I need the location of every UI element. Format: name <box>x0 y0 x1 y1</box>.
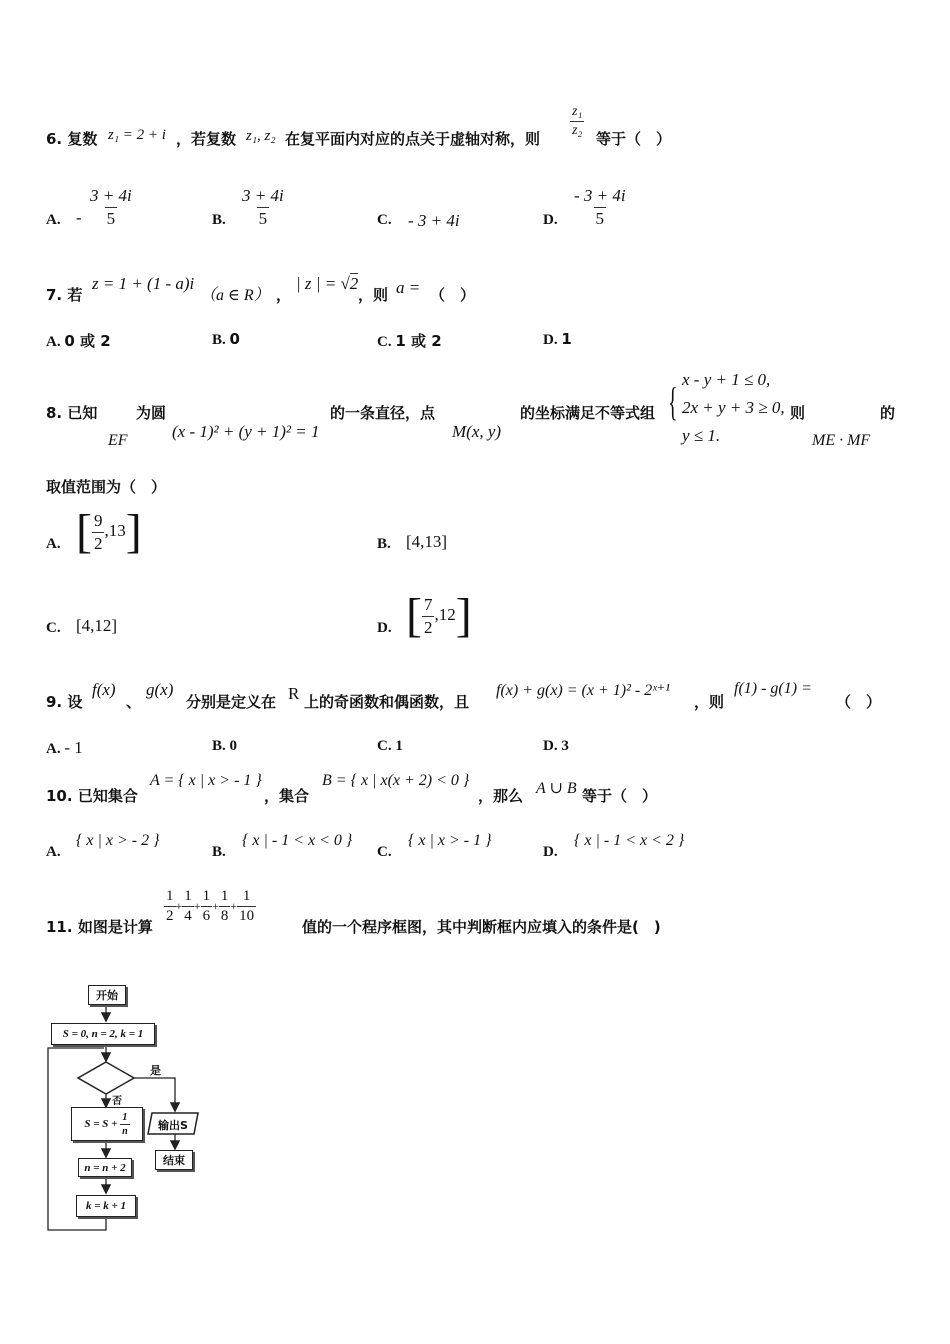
q7-text-2: ，则 <box>358 286 389 304</box>
q7-condition: （a ∈ R） <box>200 287 270 304</box>
flowchart-init: S = 0, n = 2, k = 1 <box>51 1023 155 1045</box>
q10-option-d-label: D. <box>543 844 558 860</box>
q8-dot-product: ME · MF <box>812 432 871 449</box>
q8-option-b-value: [4,13] <box>406 532 448 551</box>
flowchart-update-s: S = S + $\frac{1}{n}$ <box>71 1107 143 1141</box>
q8-system-brace: { <box>668 379 678 424</box>
q10-option-a-value: { x | x > - 2 } <box>76 832 160 849</box>
q10-number: 10. <box>46 787 73 805</box>
q10-set-b: B = { x | x(x + 2) < 0 } <box>322 772 470 789</box>
decision-diamond <box>78 1062 134 1094</box>
q6-ratio-den: z₂ <box>572 123 583 138</box>
q10-text-3: ，那么 <box>478 787 524 805</box>
q7-option-b: B. 0 <box>212 330 240 348</box>
q7-sep: ， <box>276 286 292 304</box>
q10-option-b-label: B. <box>212 844 226 860</box>
q8-option-a-value: [ $\frac{9}{2}$ ,13] <box>76 505 142 558</box>
q7-a-eq: a = <box>396 278 421 297</box>
q9-option-d: D. 3 <box>543 738 569 754</box>
q8-option-b-label: B. <box>377 536 391 552</box>
q8-option-d-label: D. <box>377 620 392 636</box>
q7-option-d: D. 1 <box>543 330 572 348</box>
q10-text-2: ，集合 <box>264 787 310 805</box>
q10-option-d-value: { x | - 1 < x < 2 } <box>574 832 685 849</box>
q10-option-c-label: C. <box>377 844 392 860</box>
q6-option-c-value: - 3 + 4i <box>408 211 460 230</box>
q8-text-4: 的坐标满足不等式组 <box>520 404 656 422</box>
q11-text-1: 如图是计算 <box>77 918 153 936</box>
q6-option-a-sign: - <box>76 208 82 227</box>
q8-text-5: 则 <box>790 404 806 422</box>
q9-option-c: C. 1 <box>377 738 403 754</box>
q6-option-d-value: $\frac{- 3 + 4i}{5}$ <box>574 186 626 228</box>
q6-z1z2: z₁, z₂ <box>246 128 276 144</box>
q9-fx: f(x) <box>92 680 116 699</box>
q6-text-1: 复数 <box>67 130 98 148</box>
q6-ratio <box>570 104 584 139</box>
q10-text-1: 已知集合 <box>77 787 138 805</box>
q9-option-a: A. - 1 <box>46 738 83 757</box>
q8-system <box>682 366 785 450</box>
q6-text-3: 在复平面内对应的点关于虚轴对称，则 <box>285 130 541 148</box>
q6-option-c-label: C. <box>377 212 392 228</box>
q8-system-line-3: y ≤ 1. <box>682 426 721 445</box>
q10-set-a: A = { x | x > - 1 } <box>150 772 262 789</box>
q10-union: A ∪ B <box>536 780 577 797</box>
q8-option-a-label: A. <box>46 536 61 552</box>
q8-text-2: 为圆 <box>136 404 167 422</box>
flowchart-start: 开始 <box>88 985 126 1005</box>
q9-text-2: 、 <box>126 693 142 711</box>
q9-text-4: 上的奇函数和偶函数，且 <box>304 693 470 711</box>
q7-text-3: （ ） <box>430 286 476 304</box>
q9-text-5: ，则 <box>694 693 725 711</box>
q8-option-d-value: [ $\frac{7}{2}$ ,12] <box>406 589 472 642</box>
q6-text-2: ，若复数 <box>176 130 237 148</box>
q6-option-b-label: B. <box>212 212 226 228</box>
q11-term-3: $\frac{1}{6}$ <box>202 888 211 924</box>
q10-option-b-value: { x | - 1 < x < 0 } <box>242 832 353 849</box>
q9-number: 9. <box>46 693 63 711</box>
flowchart-yes-label: 是 <box>150 1064 161 1077</box>
q8-text-1: 已知 <box>67 404 98 422</box>
q9-text-1: 设 <box>67 693 83 711</box>
q11-number: 11. <box>46 918 73 936</box>
flowchart-update-n: n = n + 2 <box>78 1158 132 1177</box>
q7-sqrt-val: 2 <box>349 274 359 293</box>
q11-term-4: $\frac{1}{8}$ <box>220 888 229 924</box>
q8-point: M(x, y) <box>452 422 502 441</box>
q6-ratio-num: z₁ <box>572 104 583 119</box>
q8-system-line-1: x - y + 1 ≤ 0, <box>682 370 771 389</box>
q11-sum: $\frac{1}{2}$ + $\frac{1}{4}$ + $\frac{1}{6}$ + $\frac{1}{8}$ + $\frac{1}{10}$ <box>166 888 255 924</box>
q9-text-6: （ ） <box>836 693 882 711</box>
q7-text-1: 若 <box>67 286 83 304</box>
q8-option-c-value: [4,12] <box>76 616 118 635</box>
q9-option-b: B. 0 <box>212 738 238 754</box>
q6-number: 6. <box>46 130 63 148</box>
q8-text-3: 的一条直径，点 <box>330 404 436 422</box>
q8-text-6: 的 <box>880 404 896 422</box>
q10-option-a-label: A. <box>46 844 61 860</box>
q10-text-4: 等于（ ） <box>582 787 658 805</box>
q6-option-b-value: $\frac{3 + 4i}{5}$ <box>242 186 284 228</box>
flowchart-no-label: 否 <box>112 1096 122 1107</box>
arrow-yes <box>134 1078 175 1110</box>
q7-option-a: A. 0 或 2 <box>46 332 111 350</box>
q6-z1-expr: z₁ = 2 + i <box>108 127 166 143</box>
q10-option-c-value: { x | x > - 1 } <box>408 832 492 849</box>
flowchart-update-k: k = k + 1 <box>76 1195 136 1217</box>
q8-line-2: 取值范围为（ ） <box>46 478 167 496</box>
q9-R: R <box>288 684 300 703</box>
q11-term-1: $\frac{1}{2}$ <box>166 888 174 924</box>
q9-gx: g(x) <box>146 680 174 699</box>
flowchart-end: 结束 <box>155 1150 193 1170</box>
q7-abs: | z | = √2 <box>296 274 359 293</box>
q8-system-line-2: 2x + y + 3 ≥ 0, <box>682 398 785 417</box>
q7-abs-lhs: | z | = <box>296 274 341 293</box>
q8-option-c-label: C. <box>46 620 61 636</box>
q7-number: 7. <box>46 286 63 304</box>
q11-text-2: 值的一个程序框图，其中判断框内应填入的条件是( ) <box>302 918 661 936</box>
q8-number: 8. <box>46 404 63 422</box>
flowchart-lines <box>0 0 260 1260</box>
q6-option-a-value: $\frac{3 + 4i}{5}$ <box>90 186 132 228</box>
flowchart-output: 输出S <box>158 1119 188 1132</box>
q11-term-2: $\frac{1}{4}$ <box>184 888 192 924</box>
q11-term-5: $\frac{1}{10}$ <box>239 888 255 924</box>
q9-ask: f(1) - g(1) = <box>734 680 812 697</box>
q8-circle: (x - 1)² + (y + 1)² = 1 <box>172 422 320 441</box>
q6-option-a-label: A. <box>46 212 61 228</box>
q8-ef: EF <box>108 432 128 449</box>
q7-option-c: C. 1 或 2 <box>377 332 442 350</box>
q6-text-4: 等于（ ） <box>596 130 672 148</box>
q7-expr: z = 1 + (1 - a)i <box>92 274 195 293</box>
q6-option-d-label: D. <box>543 212 558 228</box>
q9-equation: f(x) + g(x) = (x + 1)² - 2ˣ⁺¹ <box>496 682 670 699</box>
q9-text-3: 分别是定义在 <box>186 693 277 711</box>
